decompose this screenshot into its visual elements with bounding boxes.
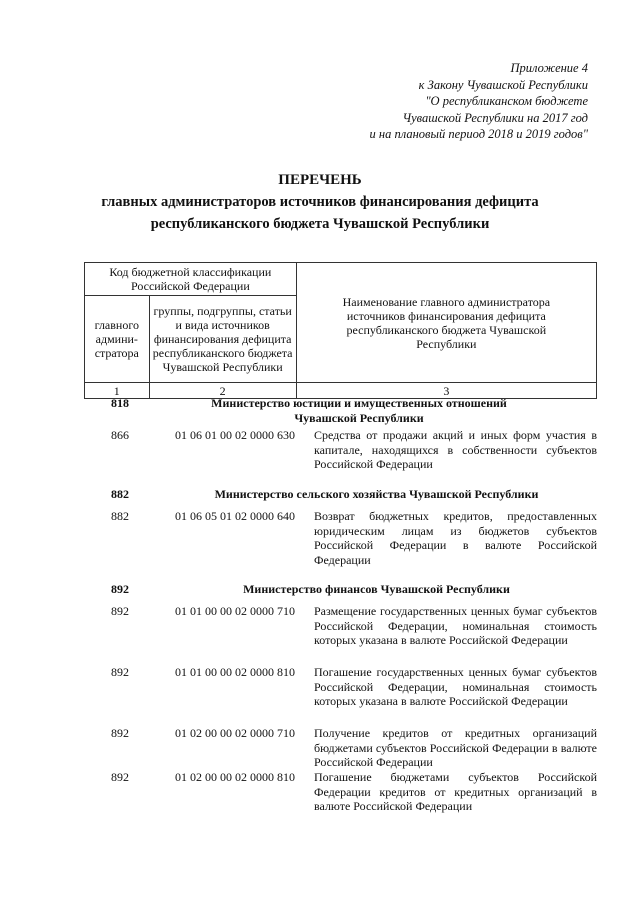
admin-code: 892: [111, 604, 129, 618]
ministry-name: Министерство финансов Чувашской Республики: [243, 582, 510, 596]
header-col1: главного админи-стратора: [85, 296, 150, 383]
source-name: Возврат бюджетных кредитов, предоставленных юридическим лицам из бюджетов субъектов Российской Федерации в валюте Российской Федерации: [314, 509, 597, 567]
appendix-line: "О республиканском бюджете: [425, 94, 588, 108]
source-code: 01 02 00 00 02 0000 710: [175, 726, 295, 740]
header-col2: группы, подгруппы, статьи и вида источников финансирования дефицита республиканского бюджета Чувашской Республики: [149, 296, 296, 383]
source-name: Получение кредитов от кредитных организаций бюджетами субъектов Российской Федерации в валюте Российской Федерации: [314, 726, 597, 769]
admin-code: 882: [111, 509, 129, 523]
source-code: 01 01 00 00 02 0000 710: [175, 604, 295, 618]
appendix-line: к Закону Чувашской Республики: [418, 77, 588, 92]
ministry-name: Министерство юстиции и имущественных отношений Чувашской Республики: [211, 396, 507, 425]
admin-code: 892: [111, 770, 129, 784]
source-name: Средства от продажи акций и иных форм участия в капитале, находящихся в собственности субъектов Российской Федерации: [314, 428, 597, 471]
admin-code: 866: [111, 428, 129, 442]
source-name: Погашение бюджетами субъектов Российской Федерации кредитов от кредитных организаций в валюте Российской Федерации: [314, 770, 597, 813]
ministry-code: 818: [111, 396, 129, 410]
admin-code: 892: [111, 726, 129, 740]
appendix-line: и на плановый период 2018 и 2019 годов": [369, 127, 588, 141]
document-subtitle-line2: республиканского бюджета Чувашской Республики: [150, 216, 490, 232]
appendix-line: Чувашской Республики на 2017 год: [402, 110, 588, 125]
source-code: 01 06 01 00 02 0000 630: [175, 428, 295, 442]
appendix-line: Приложение 4: [510, 61, 588, 75]
source-code: 01 02 00 00 02 0000 810: [175, 770, 295, 784]
admin-code: 892: [111, 665, 129, 679]
document-title: ПЕРЕЧЕНЬ: [278, 172, 362, 188]
source-code: 01 06 05 01 02 0000 640: [175, 509, 295, 523]
header-num2: 2: [149, 383, 296, 399]
ministry-code: 882: [111, 487, 129, 501]
source-code: 01 01 00 00 02 0000 810: [175, 665, 295, 679]
document-subtitle-line1: главных администраторов источников финансирования дефицита: [101, 194, 539, 210]
table-header: [84, 262, 597, 399]
appendix-block: [308, 60, 588, 143]
header-col3: Наименование главного администратора источников финансирования дефицита республиканского бюджета Чувашской Республики: [296, 263, 596, 383]
source-name: Погашение государственных ценных бумаг субъектов Российской Федерации, номинальная стоимость которых указана в валюте Российской Федерации: [314, 665, 597, 708]
ministry-code: 892: [111, 582, 129, 596]
header-num1: 1: [85, 383, 150, 399]
source-name: Размещение государственных ценных бумаг субъектов Российской Федерации, номинальная стоимость которых указана в валюте Российской Федерации: [314, 604, 597, 647]
ministry-name: Министерство сельского хозяйства Чувашской Республики: [214, 487, 539, 501]
header-num3: 3: [296, 383, 596, 399]
header-group-label: Код бюджетной классификации Российской Федерации: [85, 263, 297, 296]
